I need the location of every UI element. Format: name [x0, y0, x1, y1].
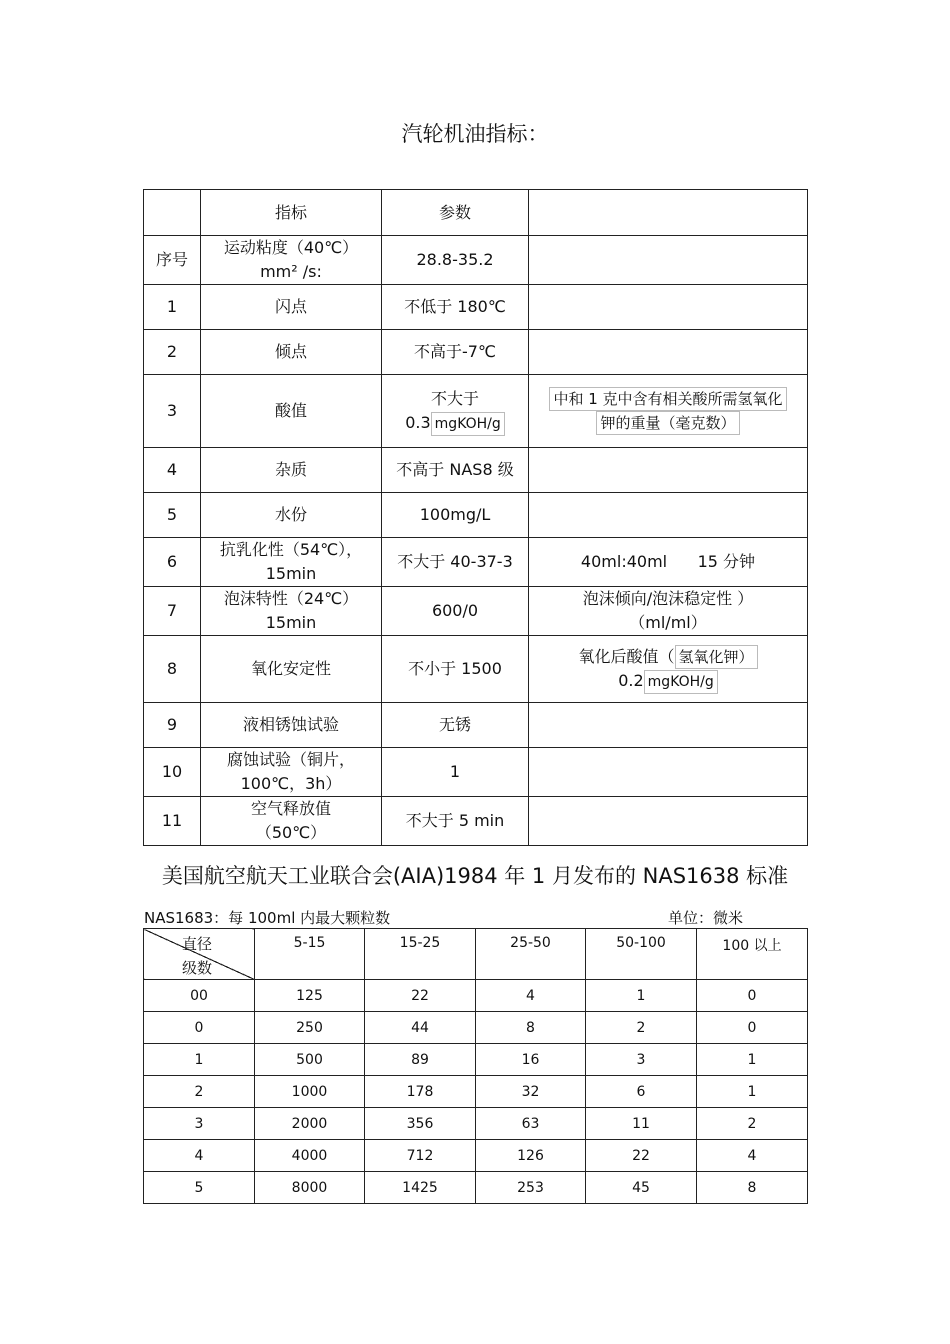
row-value: 不高于 NAS8 级	[382, 448, 529, 493]
column-header: 15-25	[365, 929, 476, 980]
row-note	[529, 493, 808, 538]
row-number: 11	[144, 797, 201, 846]
table-row	[144, 980, 808, 1012]
table-row	[144, 285, 808, 330]
row-number: 9	[144, 703, 201, 748]
table-row	[144, 636, 808, 703]
row-name-line2: （50℃）	[255, 823, 327, 842]
row-name-line1: 空气释放值	[250, 799, 331, 818]
count-cell: 250	[255, 1012, 365, 1044]
table-row	[144, 1108, 808, 1140]
row-number: 4	[144, 448, 201, 493]
table-row	[144, 1044, 808, 1076]
count-cell: 1	[697, 1044, 808, 1076]
row-number: 6	[144, 538, 201, 587]
grade-cell: 4	[144, 1140, 255, 1172]
count-cell: 126	[476, 1140, 586, 1172]
count-cell: 4	[697, 1140, 808, 1172]
grade-cell: 5	[144, 1172, 255, 1204]
count-cell: 500	[255, 1044, 365, 1076]
row-value-unit: mgKOH/g	[431, 412, 505, 436]
row-name: 倾点	[201, 330, 382, 375]
row-note: 40ml:40ml 15 分钟	[529, 538, 808, 587]
row-name-line2: 100℃，3h）	[240, 774, 342, 793]
row-name: 闪点	[201, 285, 382, 330]
row-note	[529, 748, 808, 797]
nas-section-heading: 美国航空航天工业联合会(AIA)1984 年 1 月发布的 NAS1638 标准	[161, 864, 789, 888]
nas-table-body	[144, 980, 808, 1204]
row-note-unit: mgKOH/g	[644, 670, 718, 694]
row-value: 不高于-7℃	[382, 330, 529, 375]
count-cell: 1425	[365, 1172, 476, 1204]
row-note	[529, 587, 808, 636]
row-value: 不小于 1500	[382, 636, 529, 703]
header-cell-indicator: 指标	[201, 190, 382, 236]
table-row	[144, 448, 808, 493]
count-cell: 1	[697, 1076, 808, 1108]
count-cell: 3	[586, 1044, 697, 1076]
row-number: 2	[144, 330, 201, 375]
row-number: 7	[144, 587, 201, 636]
row-name: 液相锈蚀试验	[201, 703, 382, 748]
count-cell: 2000	[255, 1108, 365, 1140]
column-header: 100 以上	[697, 929, 808, 980]
row-value: 600/0	[382, 587, 529, 636]
row-note	[529, 636, 808, 703]
row-value-line1: 不大于	[430, 388, 479, 408]
count-cell: 11	[586, 1108, 697, 1140]
count-cell: 89	[365, 1044, 476, 1076]
column-header: 50-100	[586, 929, 697, 980]
corner-cell	[144, 929, 255, 980]
row-note-line2: 钾的重量（毫克数）	[596, 411, 739, 435]
count-cell: 8	[697, 1172, 808, 1204]
row-value	[382, 375, 529, 448]
table-row	[144, 330, 808, 375]
row-note	[529, 797, 808, 846]
row-name	[201, 797, 382, 846]
count-cell: 4	[476, 980, 586, 1012]
table-row	[144, 797, 808, 846]
count-cell: 44	[365, 1012, 476, 1044]
row-note	[529, 236, 808, 285]
count-cell: 22	[365, 980, 476, 1012]
row-name-line1: 运动粘度（40℃）	[223, 238, 359, 257]
count-cell: 253	[476, 1172, 586, 1204]
row-name: 杂质	[201, 448, 382, 493]
row-name	[201, 538, 382, 587]
count-cell: 356	[365, 1108, 476, 1140]
nas-caption: NAS1683：每 100ml 内最大颗粒数	[144, 909, 391, 927]
row-value: 1	[382, 748, 529, 797]
row-note	[529, 448, 808, 493]
row-note-line1: 氧化后酸值（	[578, 646, 675, 666]
count-cell: 178	[365, 1076, 476, 1108]
table-row	[144, 236, 808, 285]
nas-header-row	[144, 929, 808, 980]
count-cell: 2	[697, 1108, 808, 1140]
grade-cell: 0	[144, 1012, 255, 1044]
row-note-line1: 中和 1 克中含有相关酸所需氢氧化	[549, 387, 786, 411]
row-number: 5	[144, 493, 201, 538]
row-value: 不大于 40-37-3	[382, 538, 529, 587]
row-note-number: 0.2	[618, 670, 644, 690]
count-cell: 16	[476, 1044, 586, 1076]
count-cell: 6	[586, 1076, 697, 1108]
row-name: 酸值	[201, 375, 382, 448]
header-cell	[529, 190, 808, 236]
grade-cell: 1	[144, 1044, 255, 1076]
row-name-line1: 泡沫特性（24℃）	[223, 589, 359, 608]
row-name	[201, 748, 382, 797]
row-note	[529, 330, 808, 375]
count-cell: 712	[365, 1140, 476, 1172]
corner-top-label: 直径	[182, 935, 213, 953]
count-cell: 45	[586, 1172, 697, 1204]
row-number: 序号	[144, 236, 201, 285]
row-value: 100mg/L	[382, 493, 529, 538]
count-cell: 2	[586, 1012, 697, 1044]
table-row	[144, 1172, 808, 1204]
row-value: 不大于 5 min	[382, 797, 529, 846]
row-name: 氧化安定性	[201, 636, 382, 703]
grade-cell: 3	[144, 1108, 255, 1140]
table-header-row	[144, 190, 808, 236]
oil-spec-table	[143, 189, 808, 846]
row-number: 3	[144, 375, 201, 448]
table-row	[144, 1012, 808, 1044]
count-cell: 0	[697, 1012, 808, 1044]
row-name	[201, 587, 382, 636]
header-cell-param: 参数	[382, 190, 529, 236]
table-row	[144, 375, 808, 448]
row-name-line2: 15min	[265, 564, 317, 583]
row-value: 28.8-35.2	[382, 236, 529, 285]
row-note-line1: 泡沫倾向/泡沫稳定性 ）	[582, 589, 754, 608]
row-note-line2: （ml/ml）	[629, 613, 707, 632]
count-cell: 63	[476, 1108, 586, 1140]
row-name-line1: 腐蚀试验（铜片，	[226, 750, 355, 769]
row-value-number: 0.3	[405, 412, 431, 432]
row-name-line1: 抗乳化性（54℃），	[219, 540, 363, 559]
row-note	[529, 375, 808, 448]
header-cell	[144, 190, 201, 236]
count-cell: 8000	[255, 1172, 365, 1204]
table-row	[144, 748, 808, 797]
row-name: 水份	[201, 493, 382, 538]
page-title: 汽轮机油指标：	[401, 122, 549, 146]
count-cell: 0	[697, 980, 808, 1012]
row-value: 不低于 180℃	[382, 285, 529, 330]
grade-cell: 2	[144, 1076, 255, 1108]
row-number: 1	[144, 285, 201, 330]
table-row	[144, 493, 808, 538]
nas-unit-label: 单位：微米	[668, 909, 744, 927]
row-value: 无锈	[382, 703, 529, 748]
count-cell: 125	[255, 980, 365, 1012]
grade-cell: 00	[144, 980, 255, 1012]
count-cell: 4000	[255, 1140, 365, 1172]
table-row	[144, 587, 808, 636]
corner-bottom-label: 级数	[182, 959, 213, 977]
row-note	[529, 703, 808, 748]
table-row	[144, 538, 808, 587]
count-cell: 22	[586, 1140, 697, 1172]
row-name-line2: 15min	[265, 613, 317, 632]
nas-table	[143, 928, 808, 1204]
count-cell: 1	[586, 980, 697, 1012]
count-cell: 1000	[255, 1076, 365, 1108]
row-name	[201, 236, 382, 285]
table-row	[144, 1140, 808, 1172]
row-number: 8	[144, 636, 201, 703]
table-row	[144, 703, 808, 748]
count-cell: 32	[476, 1076, 586, 1108]
count-cell: 8	[476, 1012, 586, 1044]
column-header: 25-50	[476, 929, 586, 980]
row-number: 10	[144, 748, 201, 797]
row-note-box: 氢氧化钾）	[675, 645, 758, 669]
row-name-line2: mm² /s:	[260, 262, 322, 281]
column-header: 5-15	[255, 929, 365, 980]
row-note	[529, 285, 808, 330]
table-row	[144, 1076, 808, 1108]
